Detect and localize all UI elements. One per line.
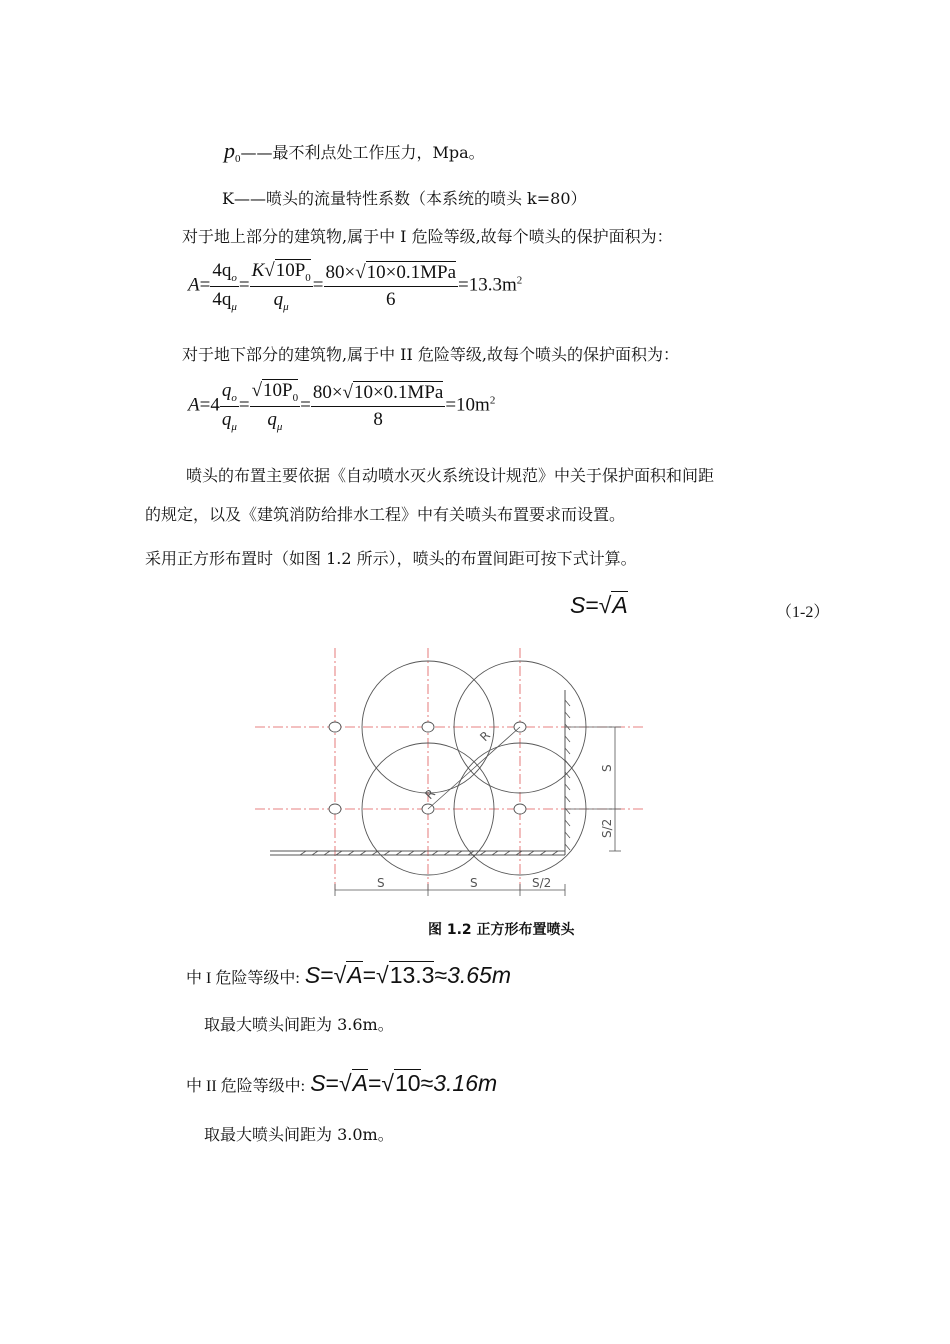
- equation-number: （1-2）: [776, 604, 830, 621]
- calc-level-II: 中 II 危险等级中: S=√A=√10≈3.16m: [186, 1070, 498, 1096]
- equation-area-level-1: A= $\frac{4q_o}{4q_\mu}$ = $\frac{K√10P_0}{q_\mu}$ = $\frac{\text{80×√10×0.1MPa}}{6}$ $=13.3m^2$: [188, 260, 523, 313]
- wall-hatching: [300, 700, 570, 855]
- paragraph-above-ground: 对于地上部分的建筑物,属于中 I 危险等级,故每个喷头的保护面积为：: [182, 227, 673, 246]
- take-spacing-II: 取最大喷头间距为 3.0m。: [204, 1125, 394, 1144]
- sprinkler-heads: [329, 722, 526, 814]
- dimension-S2-horizontal: S/2: [532, 876, 552, 890]
- paragraph-layout-line1: 喷头的布置主要依据《自动喷水灭火系统设计规范》中关于保护面积和间距: [186, 466, 715, 485]
- walls: [270, 690, 565, 855]
- radius-label-1: R: [477, 728, 494, 745]
- dimension-S-horizontal-1: S: [377, 876, 385, 890]
- paragraph-below-ground: 对于地下部分的建筑物,属于中 II 危险等级,故每个喷头的保护面积为：: [182, 345, 679, 364]
- sprinkler-layout-figure: [250, 645, 650, 900]
- k-definition: K——喷头的流量特性系数（本系统的喷头 k=80）: [222, 189, 587, 208]
- equation-spacing: S=√A: [570, 592, 628, 618]
- dimension-lines: [335, 727, 621, 896]
- dimension-S-vertical: S: [600, 764, 614, 772]
- equation-area-level-2: A=4 $\frac{q_o}{q_\mu}$ = $\frac{√10P_0}{q_\mu}$ = $\frac{\text{80×√10×0.1MPa}}{8}$ $=10m^2$: [188, 380, 496, 433]
- radius-lines: [428, 727, 520, 809]
- calc-level-I: 中 I 危险等级中: S=√A=√13.3≈3.65m: [186, 962, 512, 988]
- radius-label-2: R: [422, 786, 439, 803]
- paragraph-layout-line2: 的规定，以及《建筑消防给排水工程》中有关喷头布置要求而设置。: [145, 505, 626, 524]
- figure-caption: 图 1.2 正方形布置喷头: [428, 922, 575, 938]
- dimension-S2-vertical: S/2: [600, 818, 614, 838]
- take-spacing-I: 取最大喷头间距为 3.6m。: [204, 1015, 394, 1034]
- paragraph-square-layout: 采用正方形布置时（如图 1.2 所示），喷头的布置间距可按下式计算。: [145, 549, 637, 568]
- dimension-S-horizontal-2: S: [470, 876, 478, 890]
- p0-definition: $p_0——$最不利点处工作压力，Mpa。: [224, 138, 485, 166]
